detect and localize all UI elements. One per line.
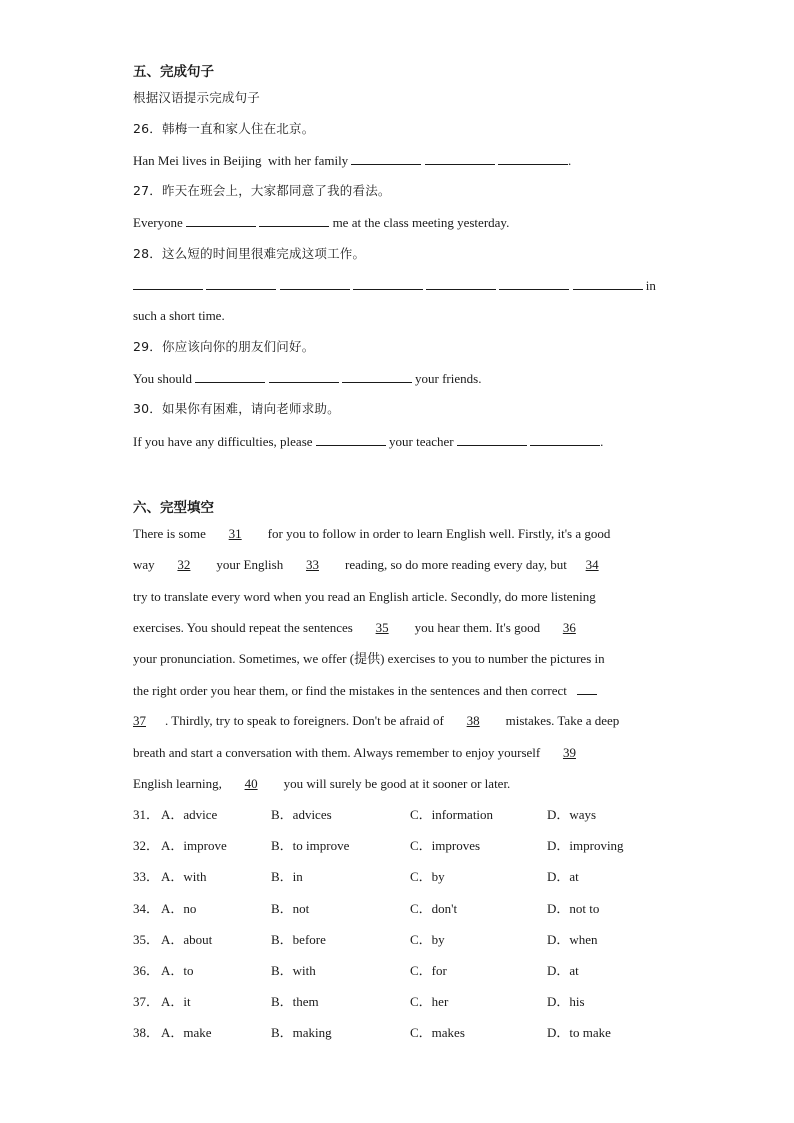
passage-text: the right order you hear them, or find the mistakes in the sentences and then correct (133, 683, 567, 698)
blank-39[interactable]: 39 (562, 745, 576, 760)
blank-36[interactable]: 36 (562, 620, 576, 635)
q26-text: Han Mei lives in Beijing with her family (133, 153, 349, 168)
option-c[interactable]: C．by (410, 869, 445, 884)
passage-line-6 (133, 682, 597, 699)
option-b[interactable]: B．with (271, 963, 316, 978)
blank-37-start[interactable] (577, 682, 597, 695)
option-d[interactable]: D．at (547, 963, 579, 978)
passage-line-8 (133, 745, 595, 761)
question-number: 33． (133, 869, 160, 884)
passage-line-1 (133, 526, 610, 542)
passage-line-5: your pronunciation. Sometimes, we offer (提供) exercises to you to number the pictures in (133, 651, 605, 666)
answer-blank[interactable] (425, 152, 495, 165)
answer-blank[interactable] (269, 370, 339, 383)
passage-text: you hear them. It's good (408, 620, 544, 635)
option-b[interactable]: B．advices (271, 807, 332, 822)
question-number: 31． (133, 807, 160, 822)
passage-text: way (133, 557, 158, 572)
q26-english: Han Mei lives in Beijing with her family . (133, 153, 572, 168)
option-c[interactable]: C．by (410, 932, 445, 947)
section-5-instruction: 根据汉语提示完成句子 (133, 90, 261, 105)
q30-text-b: your teacher (389, 434, 454, 449)
option-b[interactable]: B．not (271, 901, 310, 916)
answer-blank[interactable] (259, 214, 329, 227)
answer-blank[interactable] (573, 277, 643, 290)
option-c[interactable]: C．her (410, 994, 449, 1009)
option-c[interactable]: C．don't (410, 901, 458, 916)
option-a[interactable]: A．it (161, 994, 191, 1009)
passage-text: for you to follow in order to learn English well. Firstly, it's a good (261, 526, 611, 541)
option-c[interactable]: C．makes (410, 1025, 465, 1040)
answer-blank[interactable] (195, 370, 265, 383)
answer-blank[interactable] (457, 433, 527, 446)
q26-chinese: 26．韩梅一直和家人住在北京。 (133, 121, 315, 136)
option-a[interactable]: A．about (161, 932, 213, 947)
passage-text: English learning, (133, 776, 226, 791)
blank-32[interactable]: 32 (177, 557, 191, 572)
question-number: 35． (133, 932, 160, 947)
option-b[interactable]: B．in (271, 869, 303, 884)
section-5-title: 五、完成句子 (133, 64, 214, 80)
option-d[interactable]: D．his (547, 994, 585, 1009)
option-a[interactable]: A．advice (161, 807, 218, 822)
q28-english (133, 277, 656, 294)
question-number: 38． (133, 1025, 160, 1040)
q27-english (133, 214, 509, 231)
answer-blank[interactable] (280, 277, 350, 290)
option-b[interactable]: B．them (271, 994, 319, 1009)
passage-line-4 (133, 620, 595, 636)
passage-text: reading, so do more reading every day, but (338, 557, 571, 572)
passage-line-2 (133, 557, 614, 573)
passage-line-7 (133, 713, 619, 729)
option-b[interactable]: B．to improve (271, 838, 350, 853)
q27-text-a: Everyone (133, 215, 183, 230)
question-number: 36． (133, 963, 160, 978)
answer-blank[interactable] (530, 433, 600, 446)
answer-blank[interactable] (342, 370, 412, 383)
passage-text: breath and start a conversation with them. Always remember to enjoy yourself (133, 745, 544, 760)
passage-text: mistakes. Take a deep (499, 713, 620, 728)
q27-chinese: 27．昨天在班会上，大家都同意了我的看法。 (133, 183, 391, 198)
q29-text-b: your friends. (415, 371, 482, 386)
options-row-31 (133, 807, 597, 823)
answer-blank[interactable] (186, 214, 256, 227)
blank-34[interactable]: 34 (585, 557, 599, 572)
q30-text-a: If you have any difficulties, please (133, 434, 313, 449)
options-row-36 (133, 963, 579, 979)
q28-english-line2: such a short time. (133, 308, 225, 323)
option-b[interactable]: B．making (271, 1025, 332, 1040)
q29-english (133, 370, 481, 387)
answer-blank[interactable] (316, 433, 386, 446)
options-row-33 (133, 869, 579, 885)
options-row-37 (133, 994, 585, 1010)
blank-33[interactable]: 33 (305, 557, 319, 572)
option-a[interactable]: A．no (161, 901, 197, 916)
option-c[interactable]: C．information (410, 807, 494, 822)
options-row-34 (133, 901, 600, 917)
passage-line-9 (133, 776, 510, 792)
option-d[interactable]: D．when (547, 932, 598, 947)
passage-text: exercises. You should repeat the sentences (133, 620, 357, 635)
q28-text-tail: in (645, 278, 656, 293)
option-c[interactable]: C．improves (410, 838, 481, 853)
passage-text: you will surely be good at it sooner or later. (277, 776, 511, 791)
q27-text-b: me at the class meeting yesterday. (332, 215, 510, 230)
section-6-title: 六、完型填空 (133, 500, 214, 516)
question-number: 32． (133, 838, 160, 853)
options-row-32 (133, 838, 624, 854)
passage-line-3: try to translate every word when you read an English article. Secondly, do more listening (133, 589, 596, 604)
answer-blank[interactable] (133, 277, 203, 290)
q29-chinese: 29．你应该向你的朋友们问好。 (133, 339, 315, 354)
question-number: 34． (133, 901, 160, 916)
q30-english: If you have any difficulties, please your teacher . (133, 434, 604, 449)
option-a[interactable]: A．improve (161, 838, 227, 853)
options-row-35 (133, 932, 598, 948)
options-row-38 (133, 1025, 611, 1041)
answer-blank[interactable] (206, 277, 276, 290)
option-b[interactable]: B．before (271, 932, 326, 947)
passage-text: . Thirdly, try to speak to foreigners. Don't be afraid of (165, 713, 448, 728)
option-c[interactable]: C．for (410, 963, 447, 978)
blank-31[interactable]: 31 (228, 526, 242, 541)
answer-blank[interactable] (351, 152, 421, 165)
blank-35[interactable]: 35 (375, 620, 389, 635)
q30-chinese: 30．如果你有困难，请向老师求助。 (133, 401, 340, 416)
option-d[interactable]: D．improving (547, 838, 624, 853)
passage-text: There is some (133, 526, 210, 541)
option-a[interactable]: A．to (161, 963, 194, 978)
answer-blank[interactable] (426, 277, 496, 290)
question-number: 37． (133, 994, 160, 1009)
answer-blank[interactable] (498, 152, 568, 165)
blank-40[interactable]: 40 (244, 776, 258, 791)
blank-38[interactable]: 38 (466, 713, 480, 728)
option-d[interactable]: D．to make (547, 1025, 611, 1040)
option-d[interactable]: D．at (547, 869, 579, 884)
passage-text: your English (209, 557, 287, 572)
blank-37[interactable]: 37 (133, 713, 146, 728)
option-a[interactable]: A．make (161, 1025, 212, 1040)
option-a[interactable]: A．with (161, 869, 207, 884)
answer-blank[interactable] (499, 277, 569, 290)
q29-text-a: You should (133, 371, 193, 386)
q28-chinese: 28．这么短的时间里很难完成这项工作。 (133, 246, 366, 261)
option-d[interactable]: D．ways (547, 807, 597, 822)
answer-blank[interactable] (353, 277, 423, 290)
option-d[interactable]: D．not to (547, 901, 600, 916)
